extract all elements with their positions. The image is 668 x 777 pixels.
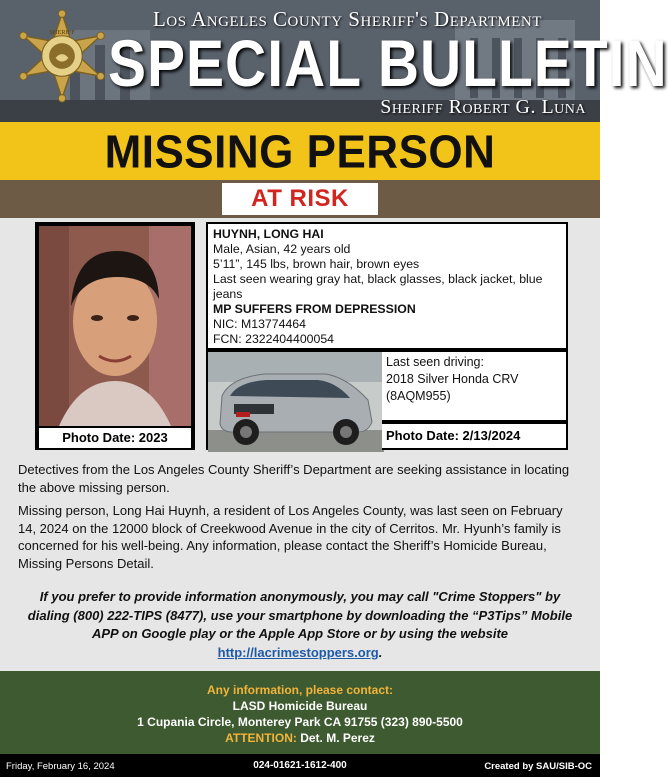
vehicle-plate: (8AQM955) [386, 389, 451, 403]
nic-number: NIC: M13774464 [213, 317, 306, 331]
bulletin-date: Friday, February 16, 2024 [6, 761, 115, 772]
creator-credit: Created by SAU/SIB-OC [484, 761, 592, 772]
missing-person-title: MISSING PERSON [104, 126, 496, 179]
vehicle-label: Last seen driving: [386, 355, 484, 369]
sheriff-name: Sheriff Robert G. Luna [380, 96, 586, 118]
bulletin-header [0, 0, 668, 122]
person-demographics: Male, Asian, 42 years old [213, 242, 351, 256]
attention-label: ATTENTION: [225, 731, 297, 745]
person-photo [39, 226, 191, 426]
crime-stoppers-link[interactable]: http://lacrimestoppers.org [217, 644, 379, 660]
special-bulletin-title: SPECIAL BULLETIN [108, 27, 668, 101]
vehicle-model: 2018 Silver Honda CRV [386, 372, 519, 386]
fcn-number: FCN: 2322404400054 [213, 332, 335, 346]
contact-heading: Any information, please contact: [206, 683, 394, 697]
department-name: Los Angeles County Sheriff's Department [153, 7, 542, 31]
vehicle-photo-date: Photo Date: 2/13/2024 [382, 422, 568, 450]
svg-text:SHERIFF: SHERIFF [49, 28, 75, 36]
crime-stoppers-notice [18, 588, 582, 662]
intro-paragraph: Detectives from the Los Angeles County Sheriff’s Department are seeking assistance in locating the above missing person. [18, 462, 570, 495]
vehicle-image [208, 352, 384, 452]
details-paragraph: Missing person, Long Hai Huynh, a resident of Los Angeles County, was last seen on February 14, 2024 on the 12000 block of Creekwood Avenue in the city of Cerritos. Mr. Hyunh’s family is concerned for his well-being. Any information, please contact the Sheriff’s Homicide Bureau, Missing Persons Detail. [18, 503, 563, 571]
person-clothing: Last seen wearing gray hat, black glasses, black jacket, blue jeans [213, 272, 543, 301]
person-name: HUYNH, LONG HAI [213, 227, 324, 241]
vehicle-details [382, 350, 568, 422]
person-photo-frame [35, 222, 195, 450]
person-alert: MP SUFFERS FROM DEPRESSION [213, 302, 416, 316]
attention-name: Det. M. Perez [300, 731, 375, 745]
vehicle-photo [206, 350, 382, 450]
tips-text: If you prefer to provide information anonymously, you may call "Crime Stoppers" by dialing (800) 222-TIPS (8477), use your smartphone by downloading the “P3Tips” Mobile APP on Google play or the Apple App Store or by using the website [27, 589, 573, 641]
contact-attention [0, 731, 600, 745]
contact-address: 1 Cupania Circle, Monterey Park CA 91755 (323) 890-5500 [137, 715, 463, 729]
sheriff-star-badge [16, 10, 108, 102]
photo-date-caption: Photo Date: 2023 [39, 428, 191, 448]
bulletin-number: 024-01621-1612-400 [253, 760, 347, 771]
contact-bureau: LASD Homicide Bureau [232, 699, 368, 713]
person-details [206, 222, 568, 350]
bottom-strip [0, 754, 600, 777]
person-physical: 5’11”, 145 lbs, brown hair, brown eyes [213, 257, 420, 271]
at-risk-label: AT RISK [222, 183, 378, 215]
link-period: . [378, 644, 383, 660]
